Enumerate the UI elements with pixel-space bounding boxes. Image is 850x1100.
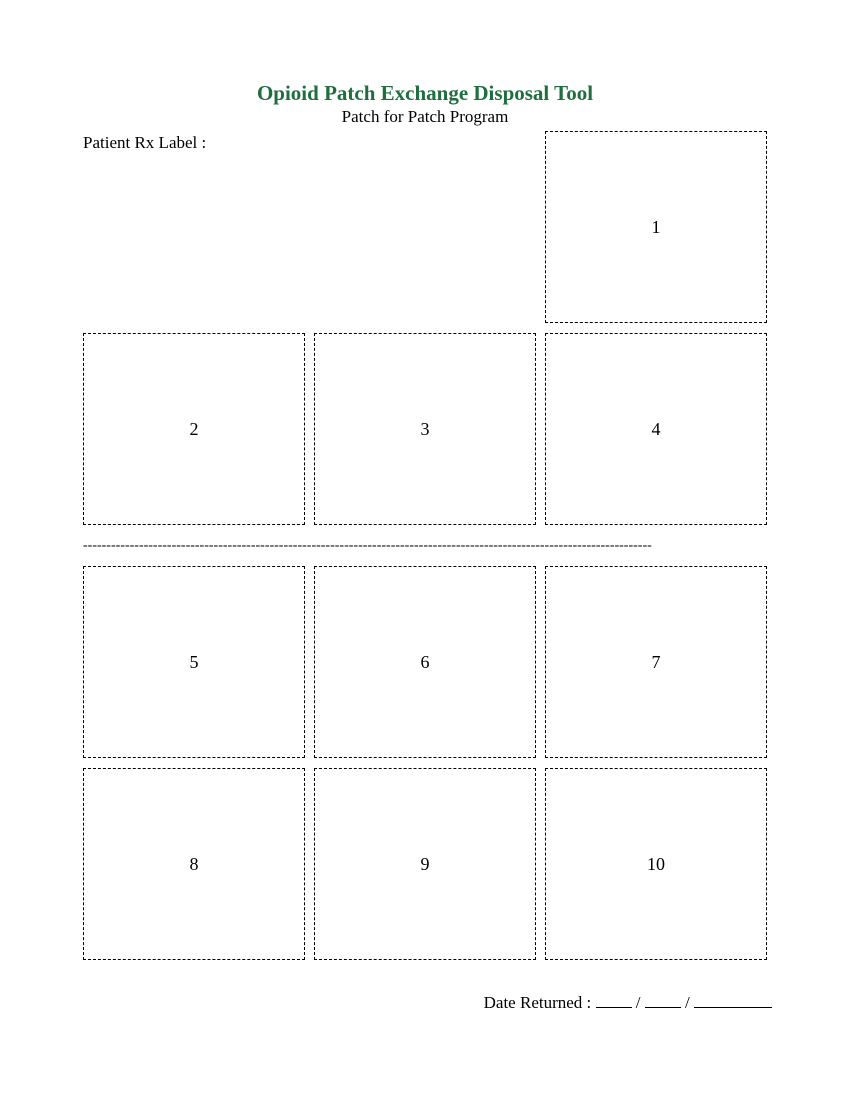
patch-box-7 xyxy=(545,566,767,758)
patch-box-1 xyxy=(545,131,767,323)
patch-number: 1 xyxy=(651,216,661,237)
patch-box-10 xyxy=(545,768,767,960)
date-returned-label: Date Returned : xyxy=(483,993,592,1012)
patch-number: 4 xyxy=(651,418,661,439)
date-separator: / xyxy=(685,993,690,1012)
date-year-blank xyxy=(694,992,772,1008)
patch-number: 3 xyxy=(420,418,430,439)
patch-number: 8 xyxy=(189,853,199,874)
patch-number: 7 xyxy=(651,651,661,672)
date-returned-field xyxy=(484,992,772,1014)
patch-number: 5 xyxy=(189,651,199,672)
date-separator: / xyxy=(635,993,641,1012)
document-title: Opioid Patch Exchange Disposal Tool xyxy=(256,81,594,105)
cut-line: -------------------------------------------------------------------------------------------------------------------------- xyxy=(83,538,652,553)
patch-box-6 xyxy=(314,566,536,758)
date-month-blank xyxy=(596,992,632,1008)
patch-box-3 xyxy=(314,333,536,525)
patch-box-5 xyxy=(83,566,305,758)
patch-number: 9 xyxy=(420,853,430,874)
patch-box-9 xyxy=(314,768,536,960)
patch-box-2 xyxy=(83,333,305,525)
document-subtitle: Patch for Patch Program xyxy=(341,107,509,126)
patch-box-8 xyxy=(83,768,305,960)
patch-number: 2 xyxy=(189,418,199,439)
patch-number: 6 xyxy=(420,651,430,672)
date-day-blank xyxy=(645,992,681,1008)
patch-number: 10 xyxy=(647,853,665,874)
patient-rx-label-field: Patient Rx Label : xyxy=(83,133,207,152)
patch-box-4 xyxy=(545,333,767,525)
